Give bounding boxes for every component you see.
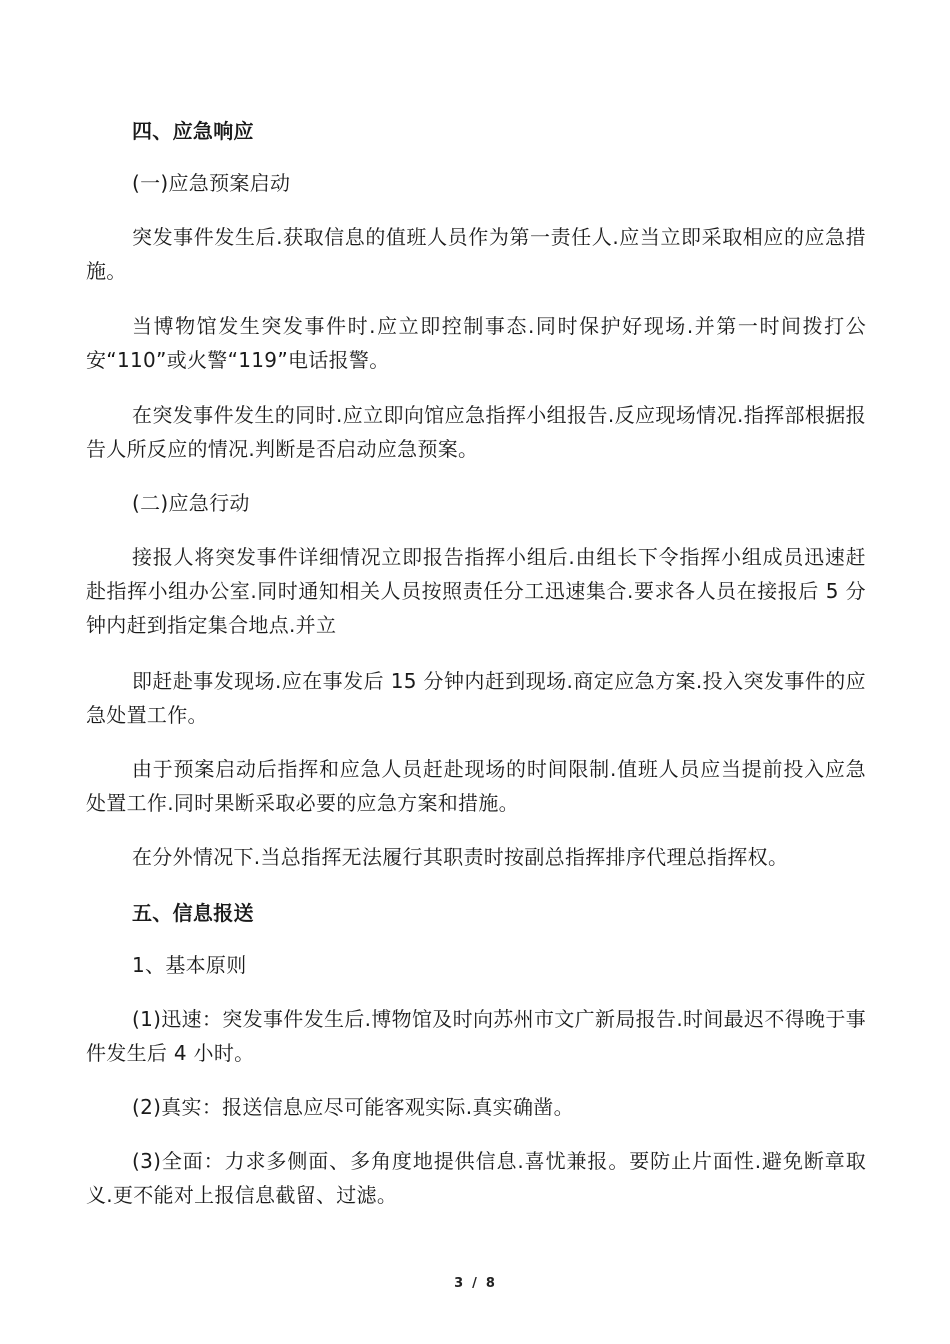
page-separator: / (472, 1276, 478, 1291)
paragraph: (1)迅速：突发事件发生后.博物馆及时向苏州市文广新局报告.时间最迟不得晚于事件发生后 4 小时。 (86, 1007, 866, 1065)
page-number (0, 1276, 950, 1291)
paragraph: 接报人将突发事件详细情况立即报告指挥小组后.由组长下令指挥小组成员迅速赶赴指挥小组办公室.同时通知相关人员按照责任分工迅速集合.要求各人员在接报后 5 分钟内赶到指定集合地点.并立 (86, 545, 866, 637)
page-current: 3 (454, 1276, 465, 1291)
subheading-plan-activation: (一)应急预案启动 (132, 171, 291, 195)
section-heading-information-reporting: 五、信息报送 (132, 901, 254, 925)
subheading-basic-principles: 1、基本原则 (132, 953, 247, 977)
paragraph: (2)真实：报送信息应尽可能客观实际.真实确凿。 (132, 1095, 574, 1119)
paragraph: 在突发事件发生的同时.应立即向馆应急指挥小组报告.反应现场情况.指挥部根据报告人所反应的情况.判断是否启动应急预案。 (86, 403, 866, 461)
paragraph: 在分外情况下.当总指挥无法履行其职责时按副总指挥排序代理总指挥权。 (132, 845, 789, 869)
paragraph: 突发事件发生后.获取信息的值班人员作为第一责任人.应当立即采取相应的应急措施。 (86, 225, 866, 283)
paragraph: 当博物馆发生突发事件时.应立即控制事态.同时保护好现场.并第一时间拨打公安“110”或火警“119”电话报警。 (86, 314, 866, 372)
paragraph: 由于预案启动后指挥和应急人员赶赴现场的时间限制.值班人员应当提前投入应急处置工作.同时果断采取必要的应急方案和措施。 (86, 757, 866, 815)
paragraph: 即赶赴事发现场.应在事发后 15 分钟内赶到现场.商定应急方案.投入突发事件的应急处置工作。 (86, 669, 866, 727)
paragraph: (3)全面：力求多侧面、多角度地提供信息.喜忧兼报。要防止片面性.避免断章取义.更不能对上报信息截留、过滤。 (86, 1149, 866, 1207)
page-total: 8 (485, 1276, 496, 1291)
section-heading-emergency-response: 四、应急响应 (132, 119, 254, 143)
subheading-emergency-action: (二)应急行动 (132, 491, 250, 515)
